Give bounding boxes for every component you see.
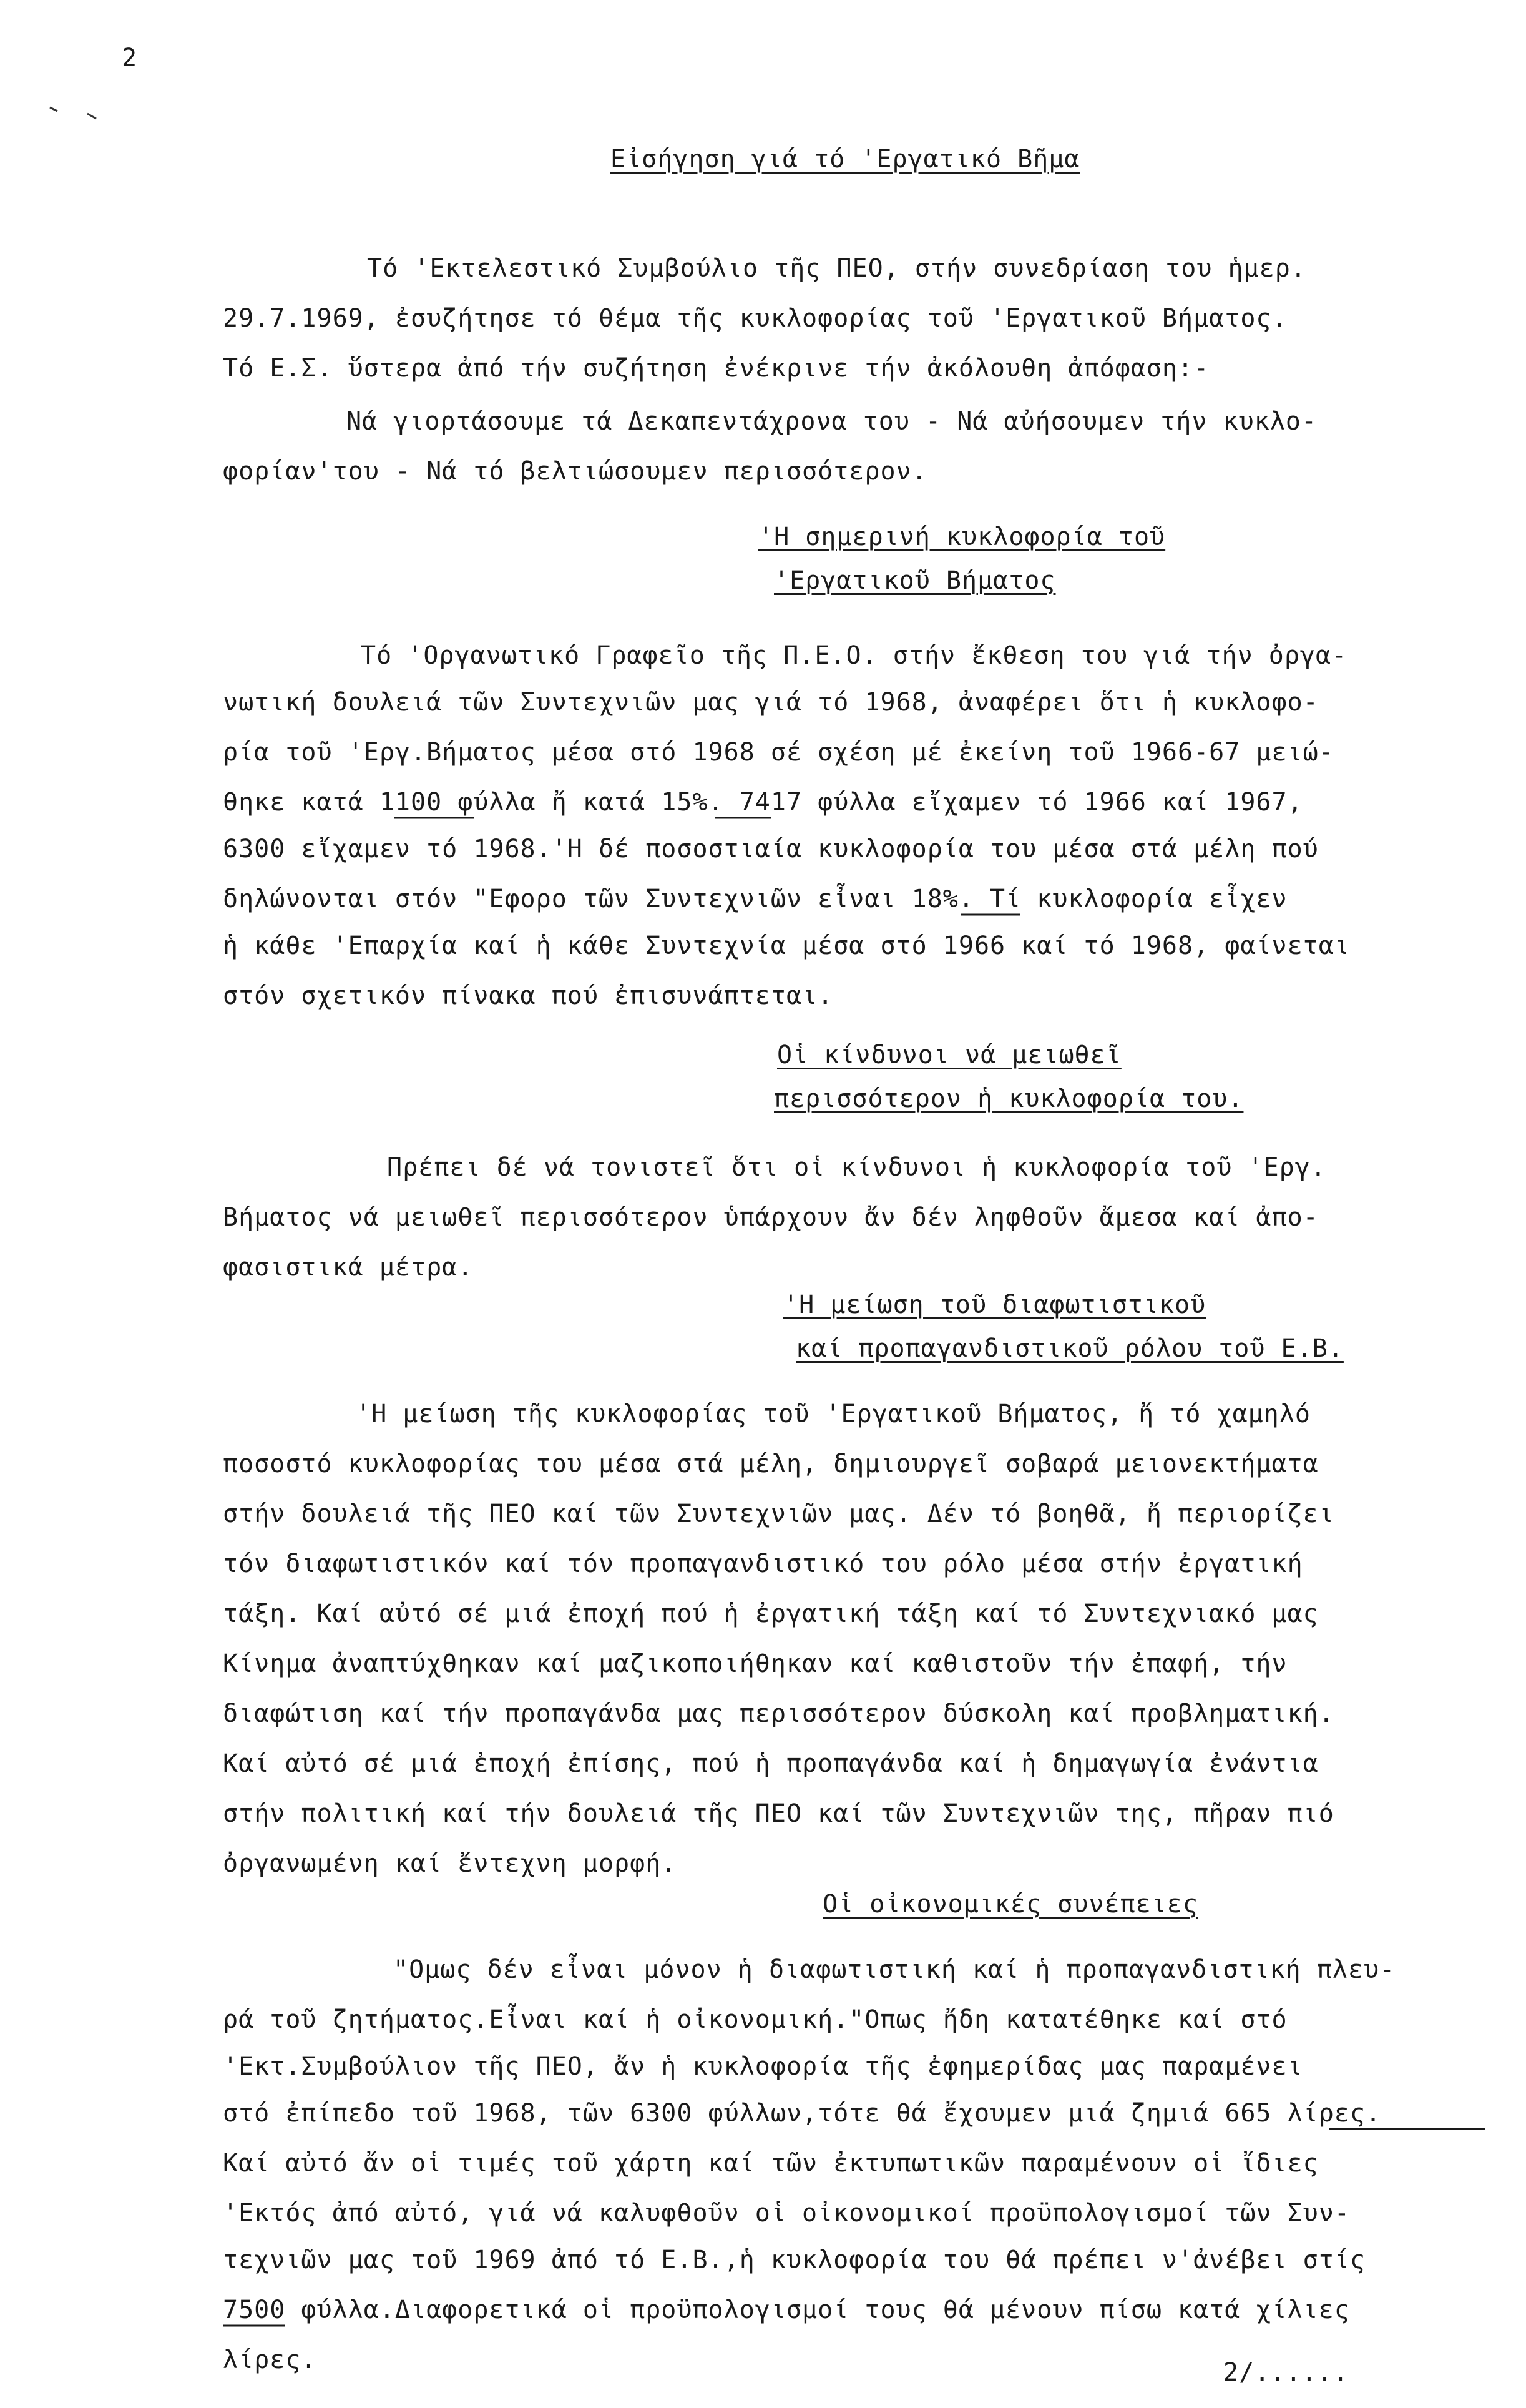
section-2-line-1: Πρέπει δέ νά τονιστεῖ ὅτι οἱ κίνδυνοι ἡ κυκλοφορία τοῦ 'Εργ. (387, 1153, 1326, 1182)
section-3-heading-line-1: 'Η μείωση τοῦ διαφωτιστικοῦ (783, 1290, 1206, 1319)
section-4-line-2: ρά τοῦ ζητήματος.Εἶναι καί ἡ οἰκονομική."Οπως ἤδη κατατέθηκε καί στό (223, 2005, 1288, 2034)
document-title: Εἰσήγηση γιά τό 'Εργατικό Βῆμα (610, 145, 1080, 174)
section-3-line-2: ποσοστό κυκλοφορίας του μέσα στά μέλη, δημιουργεῖ σοβαρά μειονεκτήματα (223, 1450, 1319, 1478)
section-4-line-6: 'Εκτός ἀπό αὐτό, γιά νά καλυφθοῦν οἱ οἰκονομικοί προϋπολογισμοί τῶν Συν- (223, 2199, 1350, 2228)
section-1-line-4: θηκε κατά 1100 φύλλα ἤ κατά 15%. 7417 φύλλα εἴχαμεν τό 1966 καί 1967, (223, 788, 1303, 817)
section-4-line-5: Καί αὐτό ἄν οἱ τιμές τοῦ χάρτη καί τῶν ἐκτυπωτικῶν παραμένουν οἱ ἴδιες (223, 2149, 1319, 2178)
intro-line-1: Τό 'Εκτελεστικό Συμβούλιο τῆς ΠΕΟ, στήν συνεδρίαση του ἡμερ. (367, 254, 1306, 283)
stray-marks (44, 100, 119, 125)
page-continuation: 2/...... (1223, 2358, 1349, 2387)
section-4-line-3: 'Εκτ.Συμβούλιον τῆς ΠΕΟ, ἄν ἡ κυκλοφορία τῆς ἐφημερίδας μας παραμένει (223, 2052, 1303, 2081)
corner-mark: 2 (122, 44, 137, 72)
section-1-line-3: ρία τοῦ 'Εργ.Βήματος μέσα στό 1968 σέ σχέση μέ ἐκείνη τοῦ 1966-67 μειώ- (223, 738, 1334, 767)
section-1-line-2: νωτική δουλειά τῶν Συντεχνιῶν μας γιά τό 1968, ἀναφέρει ὅτι ἡ κυκλοφο- (223, 688, 1319, 717)
section-3-line-4: τόν διαφωτιστικόν καί τόν προπαγανδιστικό του ρόλο μέσα στήν ἐργατική (223, 1550, 1303, 1578)
section-4-line-1: "Ομως δέν εἶναι μόνον ἡ διαφωτιστική καί ἡ προπαγανδιστική πλευ- (393, 1955, 1396, 1984)
section-2-line-3: φασιστικά μέτρα. (223, 1253, 474, 1282)
section-3-line-3: στήν δουλειά τῆς ΠΕΟ καί τῶν Συντεχνιῶν μας. Δέν τό βοηθᾶ, ἤ περιορίζει (223, 1500, 1334, 1528)
section-1-line-6: δηλώνονται στόν "Εφορο τῶν Συντεχνιῶν εἶναι 18%. Τί κυκλοφορία εἶχεν (223, 885, 1288, 913)
section-3-line-5: τάξη. Καί αὐτό σέ μιά ἐποχή πού ἡ ἐργατική τάξη καί τό Συντεχνιακό μας (223, 1600, 1319, 1628)
section-1-line-7: ἡ κάθε 'Επαρχία καί ἡ κάθε Συντεχνία μέσα στό 1966 καί τό 1968, φαίνεται (223, 931, 1350, 960)
section-1-line-5: 6300 εἴχαμεν τό 1968.'Η δέ ποσοστιαία κυκλοφορία του μέσα στά μέλη πού (223, 835, 1319, 863)
section-4-line-8: 7500 φύλλα.Διαφορετικά οἱ προϋπολογισμοί τους θά μένουν πίσω κατά χίλιες (223, 2296, 1350, 2324)
section-4-line-9: λίρες. (223, 2346, 317, 2374)
section-1-line-8: στόν σχετικόν πίνακα πού ἐπισυνάπτεται. (223, 981, 834, 1010)
section-3-line-8: Καί αὐτό σέ μιά ἐποχή ἐπίσης, πού ἡ προπαγάνδα καί ἡ δημαγωγία ἐνάντια (223, 1749, 1319, 1778)
section-4-heading: Οἱ οἰκονομικές συνέπειες (823, 1890, 1198, 1919)
intro-line-5: φορίαν'του - Νά τό βελτιώσουμεν περισσότερον. (223, 457, 927, 486)
emphasis-underline-sheets (223, 2322, 323, 2329)
emphasis-underlines-b (961, 911, 1086, 918)
intro-line-4: Νά γιορτάσουμε τά Δεκαπεντάχρονα του - Νά αὐήσουμεν τήν κυκλο- (346, 407, 1318, 436)
section-2-line-2: Βήματος νά μειωθεῖ περισσότερον ὑπάρχουν ἄν δέν ληφθοῦν ἄμεσα καί ἀπο- (223, 1203, 1319, 1232)
section-1-line-1: Τό 'Οργανωτικό Γραφεῖο τῆς Π.Ε.Ο. στήν ἔκθεση του γιά τήν ὀργα- (361, 641, 1347, 670)
section-1-heading-line-1: 'Η σημερινή κυκλοφορία τοῦ (758, 523, 1166, 551)
intro-line-2: 29.7.1969, ἐσυζήτησε τό θέμα τῆς κυκλοφορίας τοῦ 'Εργατικοῦ Βήματος. (223, 304, 1288, 333)
section-3-line-1: 'Η μείωση τῆς κυκλοφορίας τοῦ 'Εργατικοῦ Βήματος, ἤ τό χαμηλό (356, 1400, 1311, 1428)
section-3-line-7: διαφώτιση καί τήν προπαγάνδα μας περισσότερον δύσκολη καί προβληματική. (223, 1699, 1334, 1728)
section-3-line-10: ὀργανωμένη καί ἔντεχνη μορφή. (223, 1849, 677, 1878)
section-2-heading-line-1: Οἱ κίνδυνοι νά μειωθεῖ (777, 1041, 1122, 1069)
section-2-heading-line-2: περισσότερον ἡ κυκλοφορία του. (774, 1084, 1244, 1113)
section-3-line-9: στήν πολιτική καί τήν δουλειά τῆς ΠΕΟ καί τῶν Συντεχνιῶν της, πῆραν πιό (223, 1799, 1334, 1828)
section-1-heading-line-2: 'Εργατικοῦ Βήματος (774, 566, 1056, 595)
section-4-line-7: τεχνιῶν μας τοῦ 1969 ἀπό τό Ε.Β.,ἡ κυκλοφορία του θά πρέπει ν'ἀνέβει στίς (223, 2246, 1366, 2274)
emphasis-underline-amount (1329, 2125, 1492, 2133)
emphasis-underlines-a (387, 814, 1074, 822)
section-3-line-6: Κίνημα ἀναπτύχθηκαν καί μαζικοποιήθηκαν καί καθιστοῦν τήν ἐπαφή, τήν (223, 1649, 1288, 1678)
intro-line-3: Τό Ε.Σ. ὕστερα ἀπό τήν συζήτηση ἐνέκρινε τήν ἀκόλουθη ἀπόφαση:- (223, 354, 1210, 383)
section-4-line-4: στό ἐπίπεδο τοῦ 1968, τῶν 6300 φύλλων,τότε θά ἔχουμεν μιά ζημιά 665 λίρες. (223, 2099, 1382, 2128)
section-3-heading-line-2: καί προπαγανδιστικοῦ ρόλου τοῦ Ε.Β. (796, 1334, 1344, 1363)
